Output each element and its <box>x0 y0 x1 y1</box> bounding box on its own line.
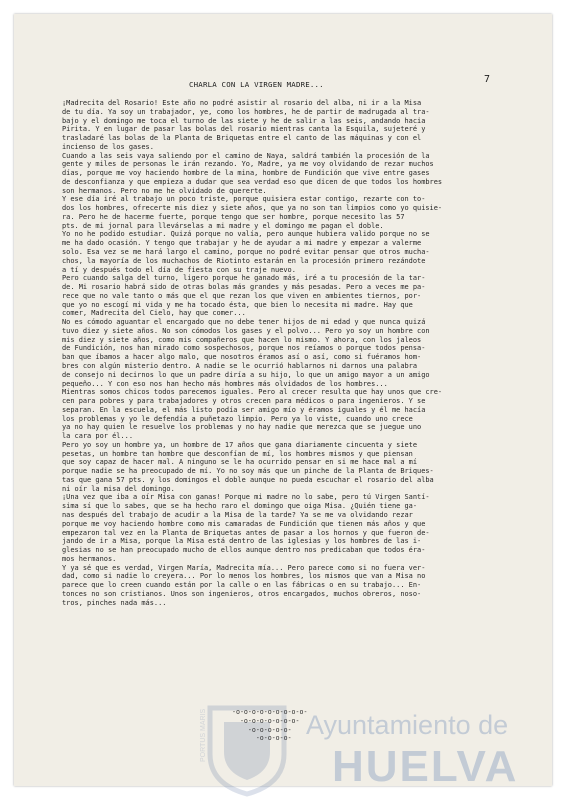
text-line: tuvo diez y siete años. No son cómodos los gases y el polvo... Pero yo soy un hombre con <box>62 326 430 335</box>
text-line: rece que no vale tanto o más que el que rezan los que viven en ambientes tiernos, por- <box>62 291 422 300</box>
text-line: cen para pobres y para trabajadores y otros crecen para médicos o para ingenieros. Y se <box>62 397 426 406</box>
page-number: 7 <box>484 74 491 85</box>
text-line: Cuando a las seis vaya saliendo por el camino de Naya, saldrá también la procesión de la <box>62 151 430 160</box>
text-line: los problemas y yo le defendía a puñetazo limpio. Pero ya lo viste, cuando uno crece <box>62 414 413 423</box>
ornament-line: -o-o-o-o-o- <box>232 725 292 734</box>
text-line: de. Mi rosario habrá sido de otras bolas más grandes y más pesadas. Pero a veces me pa- <box>62 283 426 292</box>
text-line: Pirita. Y en lugar de pasar las bolas del rosario mientras canta la Esquila, sujeteré y <box>62 125 426 134</box>
text-line: pesetas, un hombre tan hombre que desconfían de mí, los hombres mismos y que piensan <box>62 449 413 458</box>
text-line: separan. En la escuela, el más listo podía ser amigo mío y éramos iguales y él me hacía <box>62 405 426 414</box>
text-line: parece que lo creen cuando están por la calle o en las fábricas o en su trabajo... En- <box>62 581 422 590</box>
text-line: tas que gana 57 pts. y los domingos el doble aunque no pueda escuchar el rosario del alba <box>62 475 434 484</box>
page-title: CHARLA CON LA VIRGEN MADRE... <box>189 80 324 89</box>
text-line: Mientras somos chicos todos parecemos iguales. Pero al crecer resulta que hay unos que cre- <box>62 388 443 397</box>
text-line: bres con algún misterio dentro. A nadie se le ocurrió hablarnos ni darnos una palabra <box>62 361 418 370</box>
text-line: que soy capaz de hacer mal. A ninguno se le ha ocurrido pensar en si me hace mal a mí <box>62 458 418 467</box>
text-line: dad, como si nadie lo creyera... Por lo menos los hombres, los mismos que van a Misa no <box>62 572 426 581</box>
text-line: No es cómodo aguantar el encargado que no debe tener hijos de mi edad y que nunca quizá <box>62 318 426 327</box>
text-line: ni oír la misa del domingo. <box>62 484 175 493</box>
text-line: sima sí que lo sabes, que se ha hecho raro el domingo que oiga Misa. ¿Quién tiene ga- <box>62 502 418 511</box>
text-line: tros, pinches nada más... <box>62 598 167 607</box>
text-line: mos hermanos. <box>62 554 117 563</box>
text-line: porque me voy haciendo hombre como mis camaradas de Fundición que tienen más años y que <box>62 519 426 528</box>
text-line: incienso de los gases. <box>62 142 154 151</box>
text-line: empezaron tal vez en la Planta de Briquetas antes de pasar a los hornos y que fueron de- <box>62 528 430 537</box>
text-line: tonces no son cristianos. Unos son ingenieros, otros encargados, muchos obreros, noso- <box>62 589 422 598</box>
text-line: la cara por él... <box>62 432 134 441</box>
shield-text: PORTUS MARIS <box>200 708 207 762</box>
text-line: nas después del trabajo de acudir a la Misa de la tarde? Ya se me va olvidando rezar <box>62 510 413 519</box>
text-line: glesias no se han preocupado mucho de ellos aunque dentro nos predicaban que todos éra- <box>62 546 426 555</box>
text-line: pequeño... Y con eso nos han hecho más hombres más olvidados de los hombres... <box>62 379 388 388</box>
text-line: ¡Una vez que iba a oír Misa con ganas! Porque mi madre no lo sabe, pero tú Virgen Santí- <box>62 493 430 502</box>
text-line: Yo no he podido estudiar. Quizá porque no valía, pero aunque hubiera valido porque no se <box>62 230 430 239</box>
document-page <box>14 14 552 791</box>
text-line: chos, la mayoría de los muchachos de Riotinto estarán en la procesión primero rezándote <box>62 256 426 265</box>
text-line: gente y miles de personas le irán rezando. Yo, Madre, ya me voy olvidando de rezar muchos <box>62 160 434 169</box>
text-line: jando de ir a Misa, porque la Misa está dentro de las iglesias y los hombres de las i- <box>62 537 422 546</box>
text-line: solo. Esa vez se me hará largo el camino, porque no podré evitar pensar que otros mucha- <box>62 248 430 257</box>
text-line: son hermanos. Pero no me he olvidado de quererte. <box>62 186 267 195</box>
ornament-line: -o-o-o-o-o-o-o- <box>232 716 300 725</box>
text-line: dos los hombres, ofrecerte mis diez y siete años, que ya no son tan limpios como yo quisie- <box>62 204 443 213</box>
text-line: de desconfianza y que empieza a dudar que sea verdad eso que dicen de que todos los hombres <box>62 177 443 186</box>
ornament-line: -o-o-o-o-o-o-o-o-o- <box>232 708 308 716</box>
text-line: de Fundición, nos han mirado como sospechosos, porque nos reíamos o porque todos pensa- <box>62 344 426 353</box>
text-line: porque nadie se ha preocupado de mí. Yo no soy más que un pinche de la Planta de Briques- <box>62 467 434 476</box>
text-line: de consejo ni decirnos lo que un padre diría a su hijo, lo que un amigo mayor a un amigo <box>62 370 430 379</box>
text-line: comer, Madrecita del Cielo, hay que comer... <box>62 309 246 318</box>
watermark-line2: HUELVA <box>332 742 519 791</box>
ornament-divider <box>232 708 307 743</box>
text-line: Y ya sé que es verdad, Virgen María, Madrecita mía... Pero parece como si no fuera ver- <box>62 563 426 572</box>
text-line: Y ese día iré al trabajo un poco triste, porque quisiera estar contigo, rezarte con to- <box>62 195 426 204</box>
text-line: ya no hay quien le resuelve los problemas y no hay nadie que merezca que se juegue uno <box>62 423 422 432</box>
text-line: ¡Madrecita del Rosario! Este año no podré asistir al rosario del alba, ni ir a la Misa <box>62 99 422 107</box>
text-line: pts. de mi jornal para llevárselas a mi madre y el domingo me pagan el doble. <box>62 221 384 230</box>
text-line: ra. Pero he de hacerme fuerte, porque tengo que ser hombre, porque necesito las 57 <box>62 212 405 221</box>
text-line: a tí y después todo el día de fiesta con su traje nuevo. <box>62 265 296 274</box>
text-line: Pero cuando salga del turno, ligero porque he ganado más, iré a tu procesión de la tar- <box>62 274 426 283</box>
watermark-line1: Ayuntamiento de <box>306 710 509 740</box>
text-line: me ha dado ocasión. Y tengo que trabajar y he de ayudar a mi madre y empezar a valerme <box>62 239 422 248</box>
text-line: ban que íbamos a hacer algo malo, que nosotros éramos así o así, como si fuéramos hom- <box>62 353 422 362</box>
text-line: trasladaré las bolas de la Planta de Briquetas entre el canto de las máquinas y con el <box>62 134 422 143</box>
body-text <box>62 99 502 607</box>
text-line: Pero yo soy un hombre ya, un hombre de 17 años que gana diariamente cincuenta y siete <box>62 440 418 449</box>
text-line: que yo no escogí mi vida y me ha tocado ésta, que bien lo necesita mi madre. Hay que <box>62 300 413 309</box>
text-line: bajo y el domingo me toca el turno de las siete y he de salir a las seis, andando hacia <box>62 116 426 125</box>
ornament-line: -o-o-o-o- <box>232 734 292 743</box>
text-line: de tu día. Ya soy un trabajador, ye, como los hombres, he de partir de madrugada al tra- <box>62 107 430 116</box>
text-line: mis diez y siete años, como mis compañeros que hacen lo mismo. Y ahora, con los jaleos <box>62 335 422 344</box>
text-line: días, porque me voy haciendo hombre de la mina, hombre de Fundición que vive entre gases <box>62 169 430 178</box>
